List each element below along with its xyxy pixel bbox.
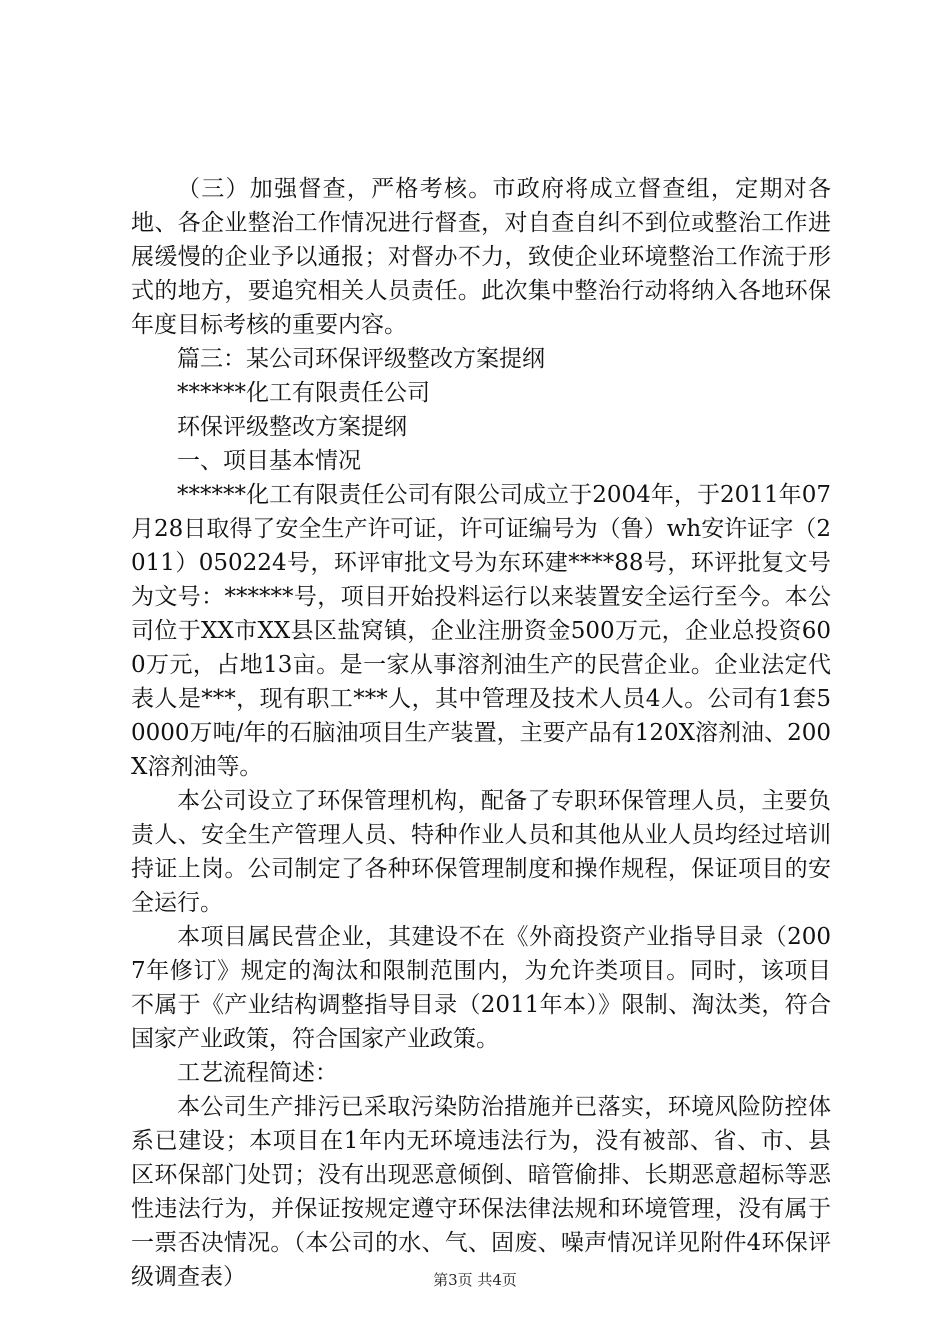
heading-process-flow: 工艺流程简述： xyxy=(177,1060,338,1086)
page-footer: 第3页 共4页 xyxy=(433,1271,517,1289)
document-body xyxy=(131,172,831,1294)
company-name: ******化工有限责任公司 xyxy=(177,380,430,406)
paragraph-management: 本公司设立了环保管理机构，配备了专职环保管理人员，主要负责人、安全生产管理人员、特种作业人员和其他从业人员均经过培训持证上岗。公司制定了各种环保管理制度和操作规程，保证项目的安全运行。 xyxy=(131,788,831,916)
paragraph-company-info: ******化工有限责任公司有限公司成立于2004年，于2011年07月28日取得了安全生产许可证，许可证编号为（鲁）wh安许证字（2011）050224号，环评审批文号为东环建****88号，环评批复文号为文号：******号，项目开始投料运行以来装置安全运行至今。本公司位于XX市XX县区盐窝镇，企业注册资金500万元，企业总投资600万元，占地13亩。是一家从事溶剂油生产的民营企业。企业法定代表人是***，现有职工***人，其中管理及技术人员4人。公司有1套50000万吨/年的石脑油项目生产装置，主要产品有120X溶剂油、200X溶剂油等。 xyxy=(131,482,831,780)
section-title-part-three: 篇三：某公司环保评级整改方案提纲 xyxy=(177,346,545,372)
outline-title: 环保评级整改方案提纲 xyxy=(177,414,407,440)
paragraph-policy-compliance: 本项目属民营企业，其建设不在《外商投资产业指导目录（2007年修订》规定的淘汰和限制范围内，为允许类项目。同时，该项目不属于《产业结构调整指导目录（2011年本）》限制、淘汰类，符合国家产业政策，符合国家产业政策。 xyxy=(131,924,831,1052)
paragraph-pollution-control: 本公司生产排污已采取污染防治措施并已落实，环境风险防控体系已建设；本项目在1年内无环境违法行为，没有被部、省、市、县区环保部门处罚；没有出现恶意倾倒、暗管偷排、长期恶意超标等恶性违法行为，并保证按规定遵守环保法律法规和环境管理，没有属于一票否决情况。（本公司的水、气、固废、噪声情况详见附件4环保评级调查表） xyxy=(131,1094,831,1290)
paragraph-supervision: （三）加强督查，严格考核。市政府将成立督查组，定期对各地、各企业整治工作情况进行督查，对自查自纠不到位或整治工作进展缓慢的企业予以通报；对督办不力，致使企业环境整治工作流于形式的地方，要追究相关人员责任。此次集中整治行动将纳入各地环保年度目标考核的重要内容。 xyxy=(131,176,831,338)
heading-project-basics: 一、项目基本情况 xyxy=(177,448,361,474)
